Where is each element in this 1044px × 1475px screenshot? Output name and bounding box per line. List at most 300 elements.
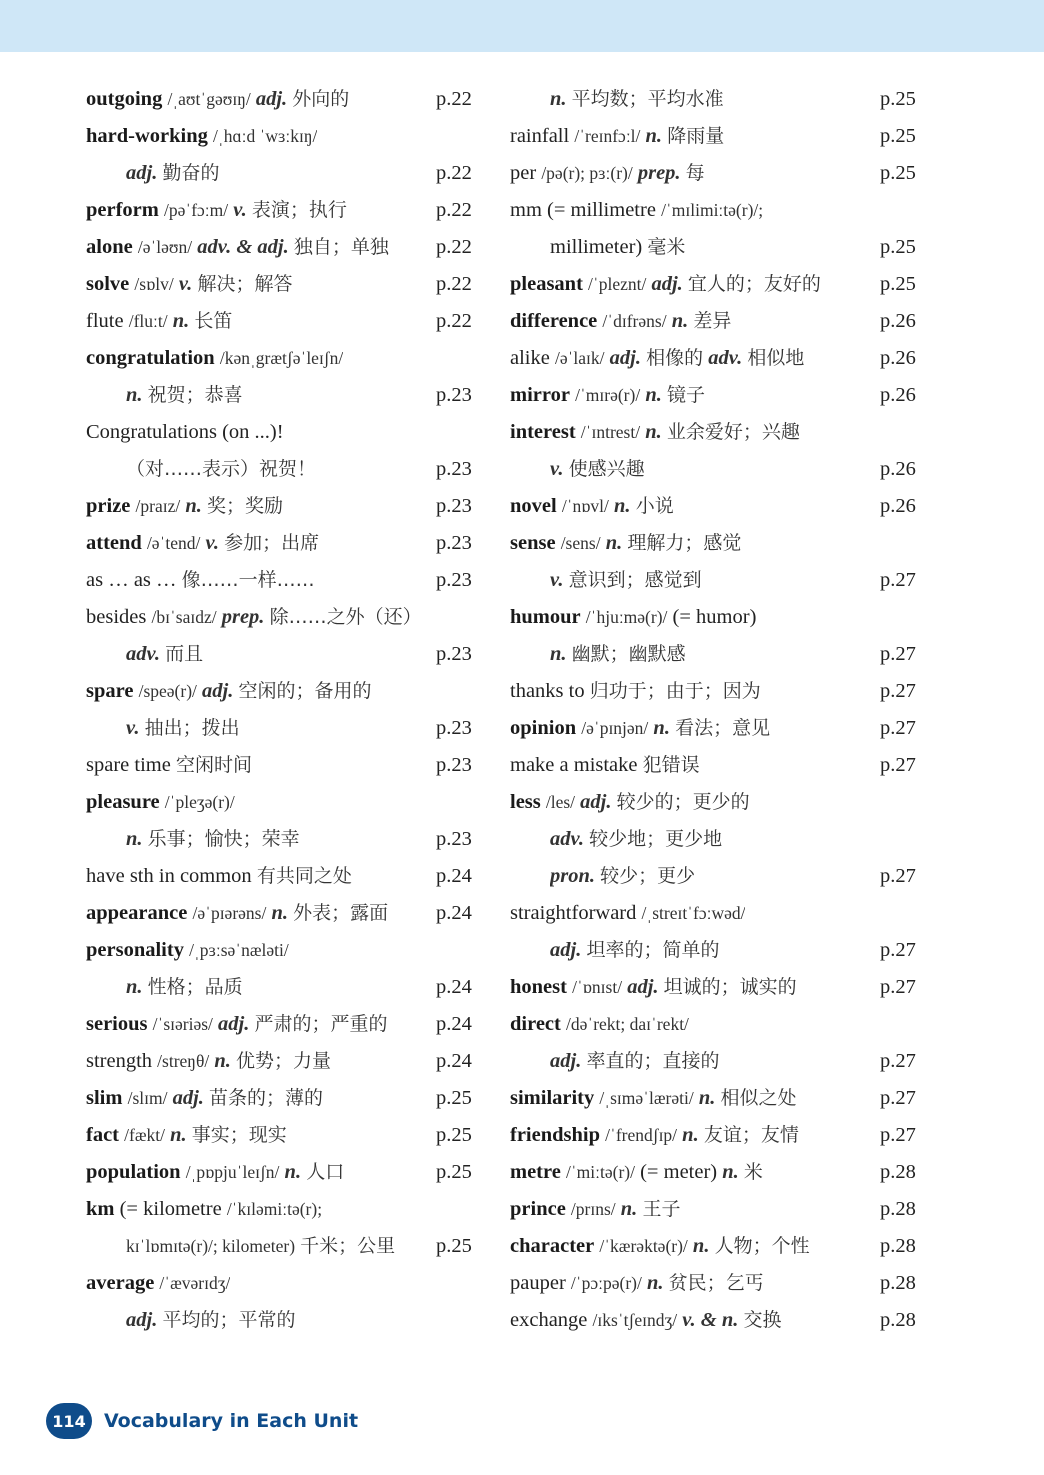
entry-text	[510, 377, 705, 414]
entry-text	[550, 1043, 719, 1080]
chinese-meaning: 降雨量	[667, 125, 725, 147]
page-ref: p.28	[880, 1235, 916, 1257]
vocab-entry	[510, 340, 916, 377]
entry-text	[510, 710, 770, 747]
entry-text	[86, 1154, 344, 1191]
entry-text	[86, 192, 347, 229]
headword: character	[510, 1235, 595, 1257]
entry-text	[86, 784, 235, 821]
phonetic: /ˌsɪməˈlærəti/	[599, 1088, 694, 1108]
vocab-entry	[510, 414, 910, 451]
part-of-speech: n.	[271, 902, 288, 924]
part-of-speech: v. & n.	[682, 1309, 739, 1331]
phonetic: /ˈmɪrə(r)/	[575, 385, 641, 405]
part-of-speech: pron.	[550, 865, 596, 887]
vocab-entry	[510, 636, 916, 673]
part-of-speech: n.	[605, 532, 623, 554]
phonetic: /pəˈfɔːm/	[163, 200, 229, 220]
headword: solve	[86, 273, 130, 295]
entry-text	[510, 1302, 782, 1339]
chinese-meaning: 小说	[635, 495, 674, 517]
chinese-meaning: 镜子	[666, 384, 705, 406]
vocab-entry	[510, 1265, 916, 1302]
vocab-entry	[86, 1302, 486, 1339]
part-of-speech: n.	[645, 384, 662, 406]
entry-text	[86, 1117, 287, 1154]
headword: metre	[510, 1161, 561, 1183]
headword: congratulation	[86, 347, 215, 369]
chinese-meaning: 苗条的；薄的	[209, 1087, 324, 1109]
headword: personality	[86, 939, 184, 961]
part-of-speech: adj.	[609, 347, 641, 369]
page-ref: p.27	[880, 1087, 916, 1109]
vocab-entry	[510, 747, 916, 784]
vocab-entry	[510, 525, 910, 562]
vocab-entry	[510, 1006, 910, 1043]
phonetic: /bɪˈsaɪdz/	[151, 607, 217, 627]
vocab-entry	[86, 1228, 486, 1265]
vocab-entry	[510, 895, 910, 932]
chinese-meaning: 表演；执行	[251, 199, 347, 221]
chinese-meaning: 归功于；由于；因为	[589, 680, 761, 702]
entry-text	[126, 155, 219, 192]
chinese-meaning: 较少；更少	[600, 865, 696, 887]
vocab-entry	[510, 821, 910, 858]
entry-text	[86, 81, 349, 118]
part-of-speech: v.	[126, 717, 140, 739]
part-of-speech: adj.	[172, 1087, 204, 1109]
part-of-speech: n.	[682, 1124, 699, 1146]
part-of-speech: v.	[233, 199, 247, 221]
chinese-meaning: 祝贺；恭喜	[147, 384, 243, 406]
entry-text	[86, 229, 389, 266]
page-ref: p.26	[880, 458, 916, 480]
chinese-meaning: 相似之处	[720, 1087, 797, 1109]
vocab-entry	[86, 1043, 486, 1080]
plain-note: (= humor)	[672, 606, 757, 628]
page-ref: p.26	[880, 347, 916, 369]
chinese-meaning: 像……一样……	[181, 569, 315, 591]
entry-text	[126, 969, 243, 1006]
page-ref: p.23	[436, 569, 472, 591]
entry-text	[86, 1265, 230, 1302]
phonetic: /əˈpɪnjən/	[581, 718, 649, 738]
entry-text	[510, 895, 745, 932]
page-ref: p.27	[880, 569, 916, 591]
entry-text	[510, 1080, 796, 1117]
page-ref: p.22	[436, 199, 472, 221]
part-of-speech: n.	[653, 717, 670, 739]
phonetic: /ˈmiːtə(r)/	[565, 1162, 635, 1182]
page-ref: p.26	[880, 384, 916, 406]
chinese-meaning: 抽出；拨出	[144, 717, 240, 739]
phonetic: /ˈpleʒə(r)/	[164, 792, 235, 812]
entry-text	[126, 1228, 395, 1265]
page-ref: p.22	[436, 236, 472, 258]
vocab-entry	[510, 858, 916, 895]
headword: honest	[510, 976, 567, 998]
vocab-column-right	[510, 81, 916, 1339]
chinese-meaning: 交换	[743, 1309, 782, 1331]
vocab-entry	[86, 229, 486, 266]
headword: interest	[510, 421, 576, 443]
entry-text	[510, 1154, 763, 1191]
entry-text	[86, 266, 292, 303]
vocab-entry	[86, 192, 486, 229]
entry-text	[126, 636, 203, 673]
phonetic: /ˌstreɪtˈfɔːwəd/	[641, 903, 746, 923]
part-of-speech: adj.	[126, 162, 158, 184]
vocab-entry	[86, 451, 486, 488]
plain-word: (= kilometre	[119, 1198, 222, 1220]
page-ref: p.23	[436, 754, 472, 776]
entry-text	[510, 784, 750, 821]
phonetic: /sens/	[560, 533, 601, 553]
plain-note: (= meter)	[640, 1161, 718, 1183]
chinese-meaning: 优势；力量	[235, 1050, 331, 1072]
page-footer	[46, 1403, 358, 1439]
page-ref: p.27	[880, 1050, 916, 1072]
chinese-meaning: 贫民；乞丐	[668, 1272, 764, 1294]
headword: prize	[86, 495, 131, 517]
entry-text	[550, 932, 719, 969]
vocab-entry	[86, 784, 486, 821]
headword: alone	[86, 236, 133, 258]
phonetic: /ˈsɪəriəs/	[152, 1014, 213, 1034]
phonetic: /ˈdɪfrəns/	[602, 311, 667, 331]
vocab-entry	[86, 932, 486, 969]
vocab-entry	[86, 488, 486, 525]
chinese-meaning: 每	[685, 162, 705, 184]
entry-text	[126, 377, 243, 414]
phonetic: /prɪns/	[570, 1199, 616, 1219]
vocab-entry	[510, 1154, 916, 1191]
entry-text	[510, 340, 804, 377]
chinese-meaning: 事实；现实	[191, 1124, 287, 1146]
headword: serious	[86, 1013, 148, 1035]
page-ref: p.28	[880, 1161, 916, 1183]
page-ref: p.28	[880, 1309, 916, 1331]
vocab-entry	[86, 710, 486, 747]
phonetic: /əˈpɪərəns/	[192, 903, 267, 923]
headword: population	[86, 1161, 181, 1183]
vocab-entry	[86, 377, 486, 414]
entry-text	[86, 1080, 323, 1117]
headword: similarity	[510, 1087, 595, 1109]
entry-text	[86, 895, 388, 932]
header-band	[0, 0, 1044, 52]
chinese-meaning: 长笛	[194, 310, 233, 332]
chinese-meaning: 相像的	[646, 347, 704, 369]
phonetic: /ˈpɔːpə(r)/	[570, 1273, 642, 1293]
page-ref: p.23	[436, 458, 472, 480]
page-ref: p.22	[436, 310, 472, 332]
chinese-meaning: 而且	[165, 643, 204, 665]
vocab-entry	[86, 1006, 486, 1043]
chinese-meaning: 外向的	[292, 88, 350, 110]
phonetic: /ˈɪntrest/	[580, 422, 641, 442]
chinese-meaning: 人物；个性	[714, 1235, 810, 1257]
phonetic: /ˈhjuːmə(r)/	[585, 607, 668, 627]
vocab-entry	[86, 1265, 486, 1302]
vocab-entry	[86, 599, 486, 636]
phonetic: /slɪm/	[127, 1088, 168, 1108]
phonetic: /əˈlaɪk/	[554, 348, 605, 368]
vocab-entry	[86, 858, 486, 895]
part-of-speech: v.	[550, 458, 564, 480]
entry-text	[86, 673, 372, 710]
entry-text	[86, 1006, 387, 1043]
phonetic: /ˈɒnɪst/	[572, 977, 623, 997]
headword: opinion	[510, 717, 577, 739]
chinese-meaning: 外表；露面	[293, 902, 389, 924]
chinese-meaning: 平均的；平常的	[162, 1309, 296, 1331]
plain-word: strength	[86, 1050, 153, 1072]
vocab-entry	[510, 710, 916, 747]
chinese-meaning: 使感兴趣	[568, 458, 645, 480]
phonetic: /ˌhɑːd ˈwɜːkɪŋ/	[213, 126, 318, 146]
page-ref: p.26	[880, 310, 916, 332]
phonetic: /fækt/	[124, 1125, 165, 1145]
plain-word: mm (= millimetre	[510, 199, 656, 221]
vocab-entry	[510, 451, 916, 488]
part-of-speech: adv.	[126, 643, 160, 665]
chinese-meaning: 看法；意见	[675, 717, 771, 739]
entry-text	[510, 266, 821, 303]
vocab-entry	[86, 969, 486, 1006]
entry-text	[86, 303, 232, 340]
headword: pleasure	[86, 791, 160, 813]
entry-text	[86, 747, 252, 784]
page-ref: p.23	[436, 643, 472, 665]
page-ref: p.23	[436, 384, 472, 406]
entry-text	[510, 525, 741, 562]
plain-word: spare time	[86, 754, 171, 776]
entry-text	[510, 303, 731, 340]
phonetic: /ˈkɪləmiːtə(r);	[226, 1199, 323, 1219]
chinese-meaning: 奖；奖励	[207, 495, 284, 517]
part-of-speech: adj.	[218, 1013, 250, 1035]
vocab-entry	[510, 562, 916, 599]
headword: hard-working	[86, 125, 208, 147]
vocab-entry	[510, 81, 916, 118]
vocab-entry	[510, 599, 910, 636]
headword: mirror	[510, 384, 570, 406]
chinese-meaning: 空闲时间	[175, 754, 252, 776]
page-ref: p.25	[880, 125, 916, 147]
page-ref: p.23	[436, 495, 472, 517]
phonetic: /ˈnɒvl/	[561, 496, 609, 516]
vocab-entry	[510, 155, 916, 192]
chinese-meaning: 米	[743, 1161, 763, 1183]
chinese-meaning: 解决；解答	[197, 273, 293, 295]
phonetic: /ˌpɒpjuˈleɪʃn/	[185, 1162, 280, 1182]
plain-word: pauper	[510, 1272, 566, 1294]
chinese-meaning: 参加；出席	[224, 532, 320, 554]
part-of-speech: n.	[185, 495, 202, 517]
vocab-entry	[86, 266, 486, 303]
chinese-meaning: （对……表示）祝贺！	[126, 458, 317, 480]
part-of-speech: v.	[205, 532, 219, 554]
vocab-entry	[510, 303, 916, 340]
vocab-entry	[86, 562, 486, 599]
entry-text	[86, 414, 284, 451]
phonetic: /dəˈrekt; daɪˈrekt/	[565, 1014, 689, 1034]
entry-text	[510, 747, 700, 784]
part-of-speech: v.	[550, 569, 564, 591]
plain-word: besides	[86, 606, 147, 628]
entry-text	[126, 451, 316, 488]
headword: direct	[510, 1013, 561, 1035]
headword: less	[510, 791, 541, 813]
page-ref: p.27	[880, 976, 916, 998]
entry-text	[510, 155, 705, 192]
part-of-speech: n.	[645, 421, 662, 443]
plain-word: exchange	[510, 1309, 588, 1331]
part-of-speech: adj.	[550, 1050, 582, 1072]
vocab-entry	[86, 340, 486, 377]
headword: spare	[86, 680, 134, 702]
chinese-meaning: 意识到；感觉到	[568, 569, 702, 591]
entry-text	[86, 118, 317, 155]
page-ref: p.24	[436, 865, 472, 887]
part-of-speech: n.	[126, 976, 143, 998]
entry-text	[126, 1302, 295, 1339]
plain-word: as … as …	[86, 569, 177, 591]
entry-text	[510, 1191, 680, 1228]
entry-text	[86, 599, 422, 636]
part-of-speech: adj.	[550, 939, 582, 961]
page-ref: p.24	[436, 1050, 472, 1072]
vocab-entry	[510, 1228, 916, 1265]
plain-word: per	[510, 162, 537, 184]
part-of-speech: n.	[172, 310, 190, 332]
chinese-meaning: 友谊；友情	[703, 1124, 799, 1146]
page-ref: p.23	[436, 532, 472, 554]
plain-word: rainfall	[510, 125, 570, 147]
phonetic: /ˈpleznt/	[588, 274, 647, 294]
page-ref: p.24	[436, 1013, 472, 1035]
plain-word: straightforward	[510, 902, 637, 924]
page-ref: p.28	[880, 1198, 916, 1220]
chinese-meaning: 差异	[693, 310, 732, 332]
part-of-speech: adv.	[708, 347, 743, 369]
vocab-entry	[86, 414, 486, 451]
entry-text	[550, 451, 645, 488]
vocab-entry	[86, 118, 486, 155]
phonetic: /ˌaʊtˈgəʊɪŋ/	[167, 89, 251, 109]
entry-text	[550, 81, 724, 118]
phonetic: /pə(r); pɜː(r)/	[541, 163, 633, 183]
chinese-meaning: 独自；单独	[293, 236, 389, 258]
plain-word: millimeter)	[550, 236, 643, 258]
headword: average	[86, 1272, 155, 1294]
entry-text	[510, 1228, 810, 1265]
headword: novel	[510, 495, 557, 517]
page-ref: p.24	[436, 976, 472, 998]
phonetic: /les/	[545, 792, 576, 812]
plain-word: have sth in common	[86, 865, 252, 887]
chinese-meaning: 有共同之处	[256, 865, 352, 887]
phonetic: /əˈləʊn/	[137, 237, 193, 257]
vocab-entry	[86, 821, 486, 858]
chinese-meaning: 性格；品质	[147, 976, 243, 998]
footer-title: Vocabulary in Each Unit	[104, 1410, 359, 1432]
entry-text	[86, 1191, 322, 1228]
page-ref: p.25	[880, 88, 916, 110]
entry-text	[510, 1265, 764, 1302]
chinese-meaning: 严肃的；严重的	[254, 1013, 388, 1035]
page-ref: p.22	[436, 273, 472, 295]
page-ref: p.27	[880, 754, 916, 776]
chinese-meaning: 理解力；感觉	[627, 532, 742, 554]
vocab-entry	[510, 118, 916, 155]
entry-text	[550, 858, 695, 895]
phonetic: /ˈreɪnfɔːl/	[574, 126, 641, 146]
chinese-meaning: 坦诚的；诚实的	[663, 976, 797, 998]
headword: perform	[86, 199, 159, 221]
part-of-speech: n.	[722, 1161, 739, 1183]
entry-text	[126, 710, 240, 747]
page-ref: p.25	[880, 162, 916, 184]
headword: sense	[510, 532, 556, 554]
part-of-speech: n.	[698, 1087, 716, 1109]
chinese-meaning: 人口	[306, 1161, 345, 1183]
part-of-speech: prep.	[637, 162, 681, 184]
plain-word: flute	[86, 310, 124, 332]
vocab-entry	[510, 932, 916, 969]
page-ref: p.28	[880, 1272, 916, 1294]
chinese-meaning: 坦率的；简单的	[586, 939, 720, 961]
entry-text	[86, 525, 319, 562]
page-ref: p.25	[436, 1235, 472, 1257]
page-ref: p.27	[880, 865, 916, 887]
plain-word: Congratulations (on ...)!	[86, 421, 284, 443]
page-ref: p.22	[436, 88, 472, 110]
headword: fact	[86, 1124, 120, 1146]
part-of-speech: n.	[645, 125, 663, 147]
chinese-meaning: 相似地	[747, 347, 805, 369]
page-ref: p.23	[436, 717, 472, 739]
phonetic: /fluːt/	[128, 311, 168, 331]
page-ref: p.22	[436, 162, 472, 184]
entry-text	[86, 488, 283, 525]
headword: pleasant	[510, 273, 583, 295]
chinese-meaning: 较少的；更少的	[616, 791, 750, 813]
entry-text	[550, 821, 722, 858]
vocab-entry	[510, 1117, 916, 1154]
part-of-speech: n.	[692, 1235, 710, 1257]
phonetic: /əˈtend/	[146, 533, 201, 553]
phonetic: /ˈævərɪdʒ/	[159, 1273, 231, 1293]
vocab-entry	[510, 1302, 916, 1339]
vocab-entry	[510, 1043, 916, 1080]
chinese-meaning: 较少地；更少地	[589, 828, 723, 850]
entry-text	[126, 821, 300, 858]
entry-text	[86, 562, 315, 599]
vocab-entry	[510, 488, 916, 525]
part-of-speech: n.	[126, 828, 143, 850]
headword: prince	[510, 1198, 566, 1220]
vocab-entry	[86, 1154, 486, 1191]
chinese-meaning: 犯错误	[642, 754, 700, 776]
page-ref: p.27	[880, 717, 916, 739]
page-ref: p.24	[436, 902, 472, 924]
page-ref: p.25	[880, 273, 916, 295]
entry-text	[550, 562, 702, 599]
vocab-entry	[86, 895, 486, 932]
part-of-speech: adv. & adj.	[197, 236, 289, 258]
